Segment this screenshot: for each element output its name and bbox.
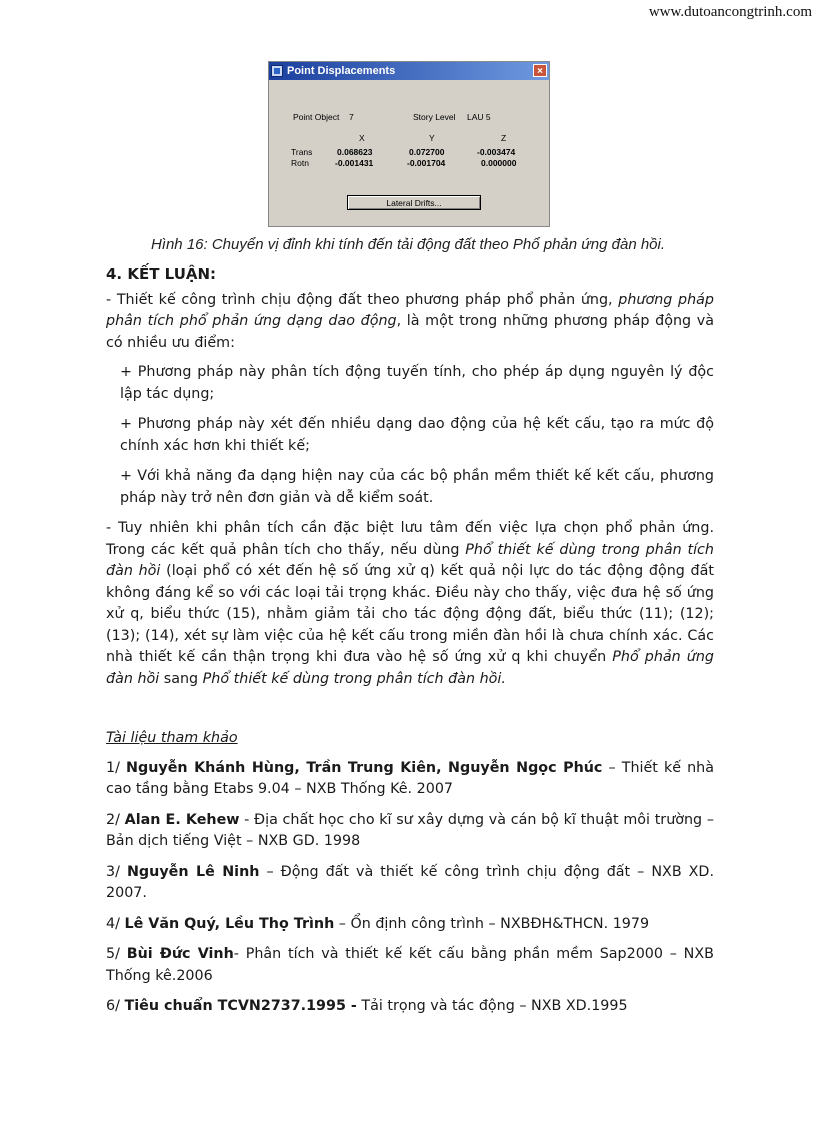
ref-authors: Nguyễn Lê Ninh [126, 863, 260, 880]
site-url[interactable]: www.dutoancongtrinh.com [648, 4, 812, 20]
ref-number: 2/ [106, 811, 125, 828]
rotn-label: Rotn [291, 158, 309, 168]
dialog-body [269, 80, 549, 228]
point-object-label: Point Object [293, 112, 340, 122]
reference-item [106, 758, 714, 801]
story-level-value: LAU 5 [467, 112, 491, 122]
p2-emphasis-2: Phổ phản ứng đàn hồi [106, 649, 714, 687]
paragraph-1 [106, 290, 714, 355]
bullet-2: + Phương pháp này xét đến nhiều dạng dao động của hệ kết cấu, tạo ra mức độ chính xác hơn khi thiết kế; [120, 416, 714, 454]
ref-authors: Lê Văn Quý, Lều Thọ Trình [124, 915, 335, 932]
story-level-label: Story Level [413, 112, 456, 122]
ref-number: 5/ [106, 946, 127, 962]
ref-number: 3/ [106, 863, 127, 880]
col-y-header: Y [429, 133, 435, 143]
ref-authors: Tiêu chuẩn TCVN2737.1995 - [124, 998, 357, 1014]
trans-x-value: 0.068623 [337, 147, 373, 157]
close-icon[interactable]: × [533, 64, 547, 77]
rotn-x-value: -0.001431 [335, 158, 374, 168]
rotn-y-value: -0.001704 [407, 158, 446, 168]
ref-details: – Thiết kế nhà cao tầng bằng Etabs 9.04 – NXB Thống Kê. 2007 [106, 759, 714, 797]
ref-authors: Nguyễn Khánh Hùng, Trần Trung Kiên, Nguyễn Ngọc Phúc [126, 759, 603, 776]
reference-item [106, 944, 714, 987]
col-x-header: X [359, 133, 365, 143]
reference-item [106, 996, 714, 1018]
ref-details: – Ổn định công trình – NXBĐH&THCN. 1979 [334, 915, 650, 932]
lateral-drifts-button[interactable]: Lateral Drifts... [347, 195, 481, 210]
ref-details: – Động đất và thiết kế công trình chịu động đất – NXB XD. 2007. [106, 863, 714, 901]
reference-item [106, 914, 714, 936]
p1-emphasis: phương pháp phân tích phổ phản ứng dạng dao động [106, 291, 714, 329]
p2-emphasis-3: Phổ thiết kế dùng trong phân tích đàn hồi. [202, 670, 506, 687]
trans-y-value: 0.072700 [409, 147, 445, 157]
ref-details: - Địa chất học cho kĩ sư xây dựng và cán bộ kĩ thuật môi trường – Bản dịch tiếng Việt – NXB GD. 1998 [106, 811, 714, 849]
dialog-title-bar[interactable] [269, 62, 549, 80]
ref-number: 4/ [106, 915, 125, 932]
ref-authors: Alan E. Kehew [124, 811, 240, 828]
ref-details: Tải trọng và tác động – NXB XD.1995 [356, 998, 628, 1014]
section-heading: 4. KẾT LUẬN: [106, 265, 217, 283]
p2-emphasis-1: Phổ thiết kế dùng trong phân tích đàn hồi [106, 541, 714, 579]
ref-number: 1/ [106, 759, 126, 776]
p2-text-b: (loại phổ có xét đến hệ số ứng xử q) kết quả nội lực do tác động động đất không đáng kể so với các loại tải trọng khác. Điều này cho thấy, việc đưa hệ số ứng xử q, biểu thức (15), nhằm giảm tải cho tác động động đất, biểu thức (11); (12); (13); (14), xét sự làm việc của hệ kết cấu trong miền đàn hồi là chưa chính xác. Các nhà thiết kế cần thận trọng khi đưa vào hệ số ứng xử q khi chuyển [106, 563, 714, 665]
bullet-3: + Với khả năng đa dạng hiện nay của các bộ phần mềm thiết kế kết cấu, phương pháp này trở nên đơn giản và dễ kiểm soát. [120, 468, 714, 506]
reference-item [106, 862, 714, 905]
ref-number: 6/ [106, 998, 125, 1014]
reference-item [106, 810, 714, 853]
paragraph-2 [106, 518, 714, 690]
references-title: Tài liệu tham khảo [106, 730, 238, 746]
col-z-header: Z [501, 133, 507, 143]
p1-text-a: - Thiết kế công trình chịu động đất theo phương pháp phổ phản ứng, [106, 291, 619, 308]
p2-text-c: sang [159, 670, 203, 687]
document-body [106, 264, 714, 1027]
p2-text-a: - Tuy nhiên khi phân tích cần đặc biệt lưu tâm đến việc lựa chọn phổ phản ứng. Trong các kết quả phân tích cho thấy, nếu dùng [106, 520, 714, 558]
ref-details: - Phân tích và thiết kế kết cấu bằng phần mềm Sap2000 – NXB Thống kê.2006 [106, 946, 714, 984]
dialog-title: Point Displacements [287, 65, 396, 77]
trans-label: Trans [291, 147, 313, 157]
point-displacements-dialog [268, 61, 550, 227]
ref-authors: Bùi Đức Vinh [126, 946, 234, 962]
p1-text-b: , là một trong những phương pháp động và có nhiều ưu điểm: [106, 313, 714, 351]
app-icon [271, 65, 283, 77]
figure-caption: Hình 16: Chuyển vị đỉnh khi tính đến tải động đất theo Phổ phản ứng đàn hồi. [150, 236, 666, 253]
bullet-1: + Phương pháp này phân tích động tuyến tính, cho phép áp dụng nguyên lý độc lập tác dụng; [120, 364, 714, 402]
trans-z-value: -0.003474 [477, 147, 516, 157]
rotn-z-value: 0.000000 [481, 158, 517, 168]
point-object-value: 7 [349, 112, 354, 122]
